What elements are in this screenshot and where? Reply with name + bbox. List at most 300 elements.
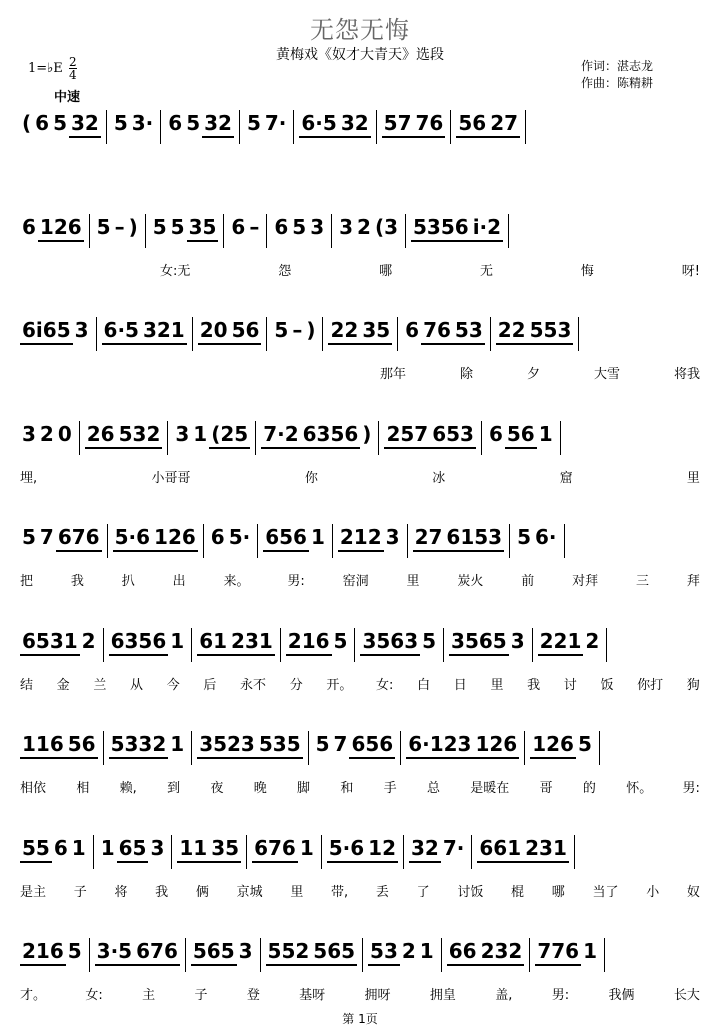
note-group: 216 bbox=[286, 628, 332, 656]
lyric-syllable: 夕 bbox=[526, 367, 540, 382]
note-group: 55 bbox=[20, 835, 52, 863]
barline bbox=[106, 110, 107, 144]
note-group: ) bbox=[306, 318, 316, 342]
barline bbox=[293, 110, 294, 144]
barline bbox=[246, 835, 247, 869]
lyric-syllable: 长大 bbox=[673, 988, 700, 1003]
note-group: 6356 bbox=[109, 628, 169, 656]
lyric-syllable: 哪 bbox=[551, 884, 565, 900]
note-group: 3 bbox=[22, 421, 36, 446]
barline bbox=[532, 628, 533, 662]
barline bbox=[331, 214, 332, 248]
barline bbox=[378, 421, 379, 455]
lyric-syllable: 你打 bbox=[637, 677, 664, 693]
note-group: 6 bbox=[488, 421, 503, 446]
note-group: 6 bbox=[168, 111, 183, 135]
note-group: 5 bbox=[422, 628, 437, 653]
note-group: 5·6 bbox=[113, 524, 152, 552]
key-text: 1=♭E bbox=[28, 61, 63, 76]
note-group: 656 bbox=[263, 524, 309, 552]
note-group: 5· bbox=[228, 525, 251, 549]
lyric-syllable: 怀。 bbox=[626, 781, 653, 796]
note-group: 3 bbox=[238, 939, 253, 963]
lyric-syllable: 哪 bbox=[379, 263, 393, 279]
note-group: 1 bbox=[538, 421, 553, 446]
note-group: 1 bbox=[583, 939, 597, 963]
lyricist: 作词：湛志龙 bbox=[581, 59, 654, 73]
note-group: 7·2 bbox=[261, 421, 300, 449]
barline bbox=[223, 214, 224, 248]
note-group: 3523 bbox=[197, 731, 257, 759]
time-top: 2 bbox=[68, 55, 77, 69]
lyric-syllable: 赖, bbox=[119, 781, 137, 796]
lyric-syllable: 小哥哥 bbox=[151, 470, 191, 486]
lyric-syllable: 脚 bbox=[297, 781, 311, 796]
barline bbox=[407, 524, 408, 558]
note-group: 221 bbox=[538, 628, 584, 656]
lyric-syllable: 兰 bbox=[93, 677, 107, 693]
note-group: 22 bbox=[496, 317, 528, 345]
barline bbox=[203, 524, 204, 558]
barline bbox=[397, 317, 398, 351]
note-group: 1 bbox=[299, 835, 314, 860]
lyric-syllable: 子 bbox=[73, 884, 87, 900]
note-group: 5 bbox=[577, 732, 592, 756]
note-group: 231 bbox=[229, 628, 275, 656]
barline bbox=[403, 835, 404, 869]
note-group: 7 bbox=[333, 732, 348, 756]
barline bbox=[376, 110, 377, 144]
barline bbox=[606, 628, 607, 662]
barline bbox=[525, 110, 526, 144]
barline bbox=[322, 317, 323, 351]
lyric-syllable: 子 bbox=[194, 988, 208, 1003]
note-group: 3 bbox=[175, 421, 190, 446]
note-group: 656 bbox=[349, 731, 395, 759]
lyric-syllable: 埋, bbox=[20, 470, 38, 486]
barline bbox=[443, 628, 444, 662]
lyric-syllable: 是主 bbox=[20, 884, 47, 900]
note-group: 61 bbox=[197, 628, 229, 656]
note-group: 231 bbox=[523, 835, 569, 863]
barline bbox=[145, 214, 146, 248]
note-group: 35 bbox=[187, 214, 219, 242]
notation-line bbox=[20, 524, 700, 558]
barline bbox=[103, 731, 104, 765]
barline bbox=[185, 938, 186, 972]
note-group: 65 bbox=[117, 835, 149, 863]
notation-line bbox=[20, 110, 700, 144]
song-subtitle: 黄梅戏《奴才大青天》选段 bbox=[276, 47, 444, 63]
note-group: 2 bbox=[39, 421, 54, 446]
note-group: 5356 bbox=[411, 214, 471, 242]
note-group: 321 bbox=[141, 317, 187, 345]
barline bbox=[564, 524, 565, 558]
note-group: 676 bbox=[56, 524, 102, 552]
barline bbox=[79, 421, 80, 455]
lyric-syllable: 夜 bbox=[210, 781, 224, 796]
note-group: 126 bbox=[473, 731, 519, 759]
notation-line bbox=[20, 731, 700, 765]
note-group: 0 bbox=[57, 421, 72, 446]
lyric-syllable: 拥呀 bbox=[364, 988, 391, 1003]
note-group: 653 bbox=[430, 421, 476, 449]
note-group: 676 bbox=[134, 938, 180, 966]
note-group: 5·6 bbox=[327, 835, 366, 863]
note-group: 5 bbox=[67, 939, 82, 963]
note-group: 5 bbox=[113, 111, 128, 135]
lyric-syllable: 分 bbox=[289, 677, 303, 693]
note-group: 76 bbox=[421, 317, 453, 345]
barline bbox=[96, 317, 97, 351]
barline bbox=[441, 938, 442, 972]
barline bbox=[191, 628, 192, 662]
note-group: 1 bbox=[100, 835, 115, 860]
lyric-syllable: 对拜 bbox=[572, 574, 599, 589]
barline bbox=[280, 628, 281, 662]
note-group: 27 bbox=[488, 110, 520, 138]
lyric-syllable: 把 bbox=[20, 574, 34, 589]
note-group: 26 bbox=[85, 421, 117, 449]
note-group: 6153 bbox=[444, 524, 504, 552]
note-group: ( bbox=[22, 111, 32, 135]
lyric-syllable: 是暖在 bbox=[470, 781, 510, 796]
time-signature bbox=[69, 56, 77, 81]
lyric-syllable: 今 bbox=[166, 677, 180, 693]
lyric-syllable: 来。 bbox=[223, 574, 250, 589]
note-group: 6·123 bbox=[406, 731, 473, 759]
note-group: 6356 bbox=[301, 421, 361, 449]
note-group: 3·5 bbox=[95, 938, 134, 966]
lyric-syllable: 狗 bbox=[686, 677, 700, 693]
note-group: 3563 bbox=[360, 628, 420, 656]
note-group: 6·5 bbox=[102, 317, 141, 345]
lyric-syllable: 里 bbox=[490, 677, 504, 693]
note-group: 116 bbox=[20, 731, 66, 759]
lyric-syllable: 扒 bbox=[121, 574, 135, 589]
barline bbox=[107, 524, 108, 558]
note-group: ) bbox=[362, 421, 372, 446]
note-group: 552 bbox=[266, 938, 312, 966]
lyric-syllable: 结 bbox=[20, 677, 34, 693]
note-group: 53 bbox=[368, 938, 400, 966]
note-group: 6 bbox=[274, 214, 289, 239]
lyric-syllable: 呀! bbox=[681, 263, 700, 279]
barline bbox=[354, 628, 355, 662]
note-group: ) bbox=[128, 214, 138, 239]
note-group: 1 bbox=[71, 835, 86, 860]
barline bbox=[578, 317, 579, 351]
note-group: 11 bbox=[177, 835, 209, 863]
lyric-syllable: 丢 bbox=[375, 884, 389, 900]
note-group: 56 bbox=[230, 317, 262, 345]
barline bbox=[471, 835, 472, 869]
lyric-syllable: 我 bbox=[70, 574, 84, 589]
note-group: 126 bbox=[530, 731, 576, 759]
note-group: 3 bbox=[150, 835, 165, 860]
note-group: 5 bbox=[22, 525, 36, 549]
key-signature bbox=[28, 56, 77, 81]
lyric-syllable: 哥 bbox=[539, 781, 553, 796]
lyric-syllable: 盖, bbox=[495, 988, 513, 1003]
notation-line bbox=[20, 835, 700, 869]
note-group: 32 bbox=[409, 835, 441, 863]
lyric-syllable: 将我 bbox=[673, 367, 700, 382]
barline bbox=[490, 317, 491, 351]
lyric-syllable: 窟 bbox=[559, 470, 573, 486]
note-group: 535 bbox=[257, 731, 303, 759]
barline bbox=[524, 731, 525, 765]
note-group: 7 bbox=[39, 525, 54, 549]
lyric-syllable: 男: bbox=[287, 574, 305, 589]
note-group: 5332 bbox=[109, 731, 169, 759]
note-group: 12 bbox=[366, 835, 398, 863]
barline bbox=[362, 938, 363, 972]
note-group: – bbox=[114, 214, 125, 239]
note-group: 5 bbox=[186, 111, 201, 135]
note-group: 32 bbox=[69, 110, 101, 138]
note-group: 5 bbox=[96, 214, 111, 239]
note-group: 553 bbox=[528, 317, 574, 345]
lyric-syllable: 大雪 bbox=[593, 367, 620, 382]
lyric-syllable: 冰 bbox=[432, 470, 446, 486]
lyric-syllable: 相依 bbox=[20, 781, 47, 796]
lyric-syllable: 的 bbox=[582, 781, 596, 796]
lyric-syllable: 后 bbox=[203, 677, 217, 693]
note-group: 257 bbox=[384, 421, 430, 449]
note-group: 5 bbox=[53, 111, 67, 135]
lyric-syllable: 男: bbox=[682, 781, 700, 796]
note-group: 126 bbox=[152, 524, 198, 552]
lyric-syllable: 悔 bbox=[580, 263, 594, 279]
lyric-syllable: 里 bbox=[290, 884, 304, 900]
lyric-syllable: 到 bbox=[167, 781, 181, 796]
note-group: 1 bbox=[310, 525, 325, 549]
note-group: 565 bbox=[311, 938, 357, 966]
lyric-syllable: 女: bbox=[376, 677, 394, 693]
note-group: 2 bbox=[81, 628, 96, 653]
lyric-syllable: 了 bbox=[416, 884, 430, 900]
barline bbox=[192, 317, 193, 351]
lyric-syllable: 我 bbox=[155, 884, 169, 900]
barline bbox=[560, 421, 561, 455]
notation-line bbox=[20, 938, 700, 972]
lyric-syllable: 讨 bbox=[563, 677, 577, 693]
lyric-syllable: 当了 bbox=[592, 884, 619, 900]
note-group: 3 bbox=[510, 628, 525, 653]
barline bbox=[103, 628, 104, 662]
note-group: 532 bbox=[117, 421, 163, 449]
barline bbox=[266, 317, 267, 351]
lyric-line bbox=[20, 260, 700, 280]
note-group: 5 bbox=[517, 525, 531, 549]
note-group: 53 bbox=[453, 317, 485, 345]
lyric-line bbox=[20, 467, 700, 487]
note-group: 776 bbox=[535, 938, 581, 966]
lyric-line bbox=[20, 674, 700, 694]
note-group: 5 bbox=[333, 628, 348, 653]
note-group: 6 bbox=[210, 525, 225, 549]
note-group: 3 bbox=[310, 214, 325, 239]
barline bbox=[308, 731, 309, 765]
lyric-syllable: 白 bbox=[417, 677, 431, 693]
note-group: 126 bbox=[38, 214, 84, 242]
barline bbox=[508, 214, 509, 248]
note-group: 216 bbox=[20, 938, 66, 966]
note-group: 212 bbox=[338, 524, 384, 552]
lyric-syllable: 我 bbox=[527, 677, 541, 693]
lyric-syllable: 炭火 bbox=[457, 574, 484, 589]
note-group: 5 bbox=[274, 318, 289, 342]
lyric-syllable: 出 bbox=[172, 574, 186, 589]
lyric-syllable: 登 bbox=[246, 988, 260, 1003]
barline bbox=[255, 421, 256, 455]
lyric-syllable: 永不 bbox=[240, 677, 267, 693]
barline bbox=[509, 524, 510, 558]
note-group: 3565 bbox=[449, 628, 509, 656]
lyric-syllable: 主 bbox=[142, 988, 156, 1003]
note-group: 56 bbox=[66, 731, 98, 759]
note-group: 66 bbox=[447, 938, 479, 966]
lyric-syllable: 里 bbox=[686, 470, 700, 486]
barline bbox=[160, 110, 161, 144]
barline bbox=[321, 835, 322, 869]
lyric-syllable: 棍 bbox=[511, 884, 525, 900]
lyric-syllable: 基呀 bbox=[299, 988, 326, 1003]
note-group: 1 bbox=[193, 421, 208, 446]
note-group: 2 bbox=[585, 628, 600, 653]
lyric-syllable: 三 bbox=[636, 574, 650, 589]
lyric-syllable: 饭 bbox=[600, 677, 614, 693]
barline bbox=[266, 214, 267, 248]
note-group: 3· bbox=[131, 111, 154, 135]
notation-line bbox=[20, 214, 700, 248]
lyric-syllable: 金 bbox=[56, 677, 70, 693]
note-group: 2 bbox=[401, 939, 416, 963]
lyric-syllable: 我俩 bbox=[608, 988, 635, 1003]
barline bbox=[405, 214, 406, 248]
note-group: 232 bbox=[479, 938, 525, 966]
lyric-syllable: 俩 bbox=[195, 884, 209, 900]
note-group: i·2 bbox=[471, 214, 503, 242]
note-group: (25 bbox=[209, 421, 250, 449]
lyric-syllable: 前 bbox=[521, 574, 535, 589]
note-group: 5 bbox=[152, 214, 167, 239]
note-group: 56 bbox=[505, 421, 537, 449]
note-group: 35 bbox=[360, 317, 392, 345]
song-title: 无怨无悔 bbox=[310, 16, 410, 44]
lyric-syllable: 晚 bbox=[253, 781, 267, 796]
note-group: 22 bbox=[328, 317, 360, 345]
note-group: 3 bbox=[74, 318, 89, 342]
lyric-syllable: 总 bbox=[426, 781, 440, 796]
note-group: – bbox=[292, 318, 303, 342]
note-group: 6 bbox=[405, 318, 420, 342]
barline bbox=[239, 110, 240, 144]
note-group: 7· bbox=[442, 835, 465, 860]
note-group: 5 bbox=[246, 111, 261, 135]
barline bbox=[257, 524, 258, 558]
barline bbox=[167, 421, 168, 455]
time-bottom: 4 bbox=[68, 68, 77, 82]
notation-line bbox=[20, 317, 700, 351]
note-group: 565 bbox=[191, 938, 237, 966]
lyric-syllable: 除 bbox=[459, 367, 473, 382]
barline bbox=[574, 835, 575, 869]
notation-line bbox=[20, 421, 700, 455]
barline bbox=[529, 938, 530, 972]
note-group: 5 bbox=[292, 214, 307, 239]
lyric-syllable: 和 bbox=[340, 781, 354, 796]
lyric-line bbox=[20, 777, 700, 797]
lyric-syllable: 女: bbox=[85, 988, 103, 1003]
note-group: 6531 bbox=[20, 628, 80, 656]
barline bbox=[599, 731, 600, 765]
lyric-line bbox=[20, 156, 700, 176]
lyric-syllable: 带, bbox=[331, 884, 349, 900]
lyric-syllable: 日 bbox=[453, 677, 467, 693]
lyric-syllable: 那年 bbox=[380, 367, 407, 382]
note-group: 676 bbox=[252, 835, 298, 863]
lyric-syllable: 怨 bbox=[278, 263, 292, 279]
lyric-syllable: 奴 bbox=[686, 884, 700, 900]
lyric-syllable: 窑洞 bbox=[342, 574, 369, 589]
note-group: 76 bbox=[414, 110, 446, 138]
note-group: 1 bbox=[170, 628, 185, 653]
lyric-syllable: 女:无 bbox=[160, 263, 191, 279]
note-group: 20 bbox=[198, 317, 230, 345]
barline bbox=[400, 731, 401, 765]
note-group: 6 bbox=[231, 214, 246, 239]
note-group: 32 bbox=[202, 110, 234, 138]
note-group: 6 bbox=[22, 214, 36, 239]
lyric-syllable: 将 bbox=[114, 884, 128, 900]
note-group: 6i65 bbox=[20, 317, 73, 345]
lyric-syllable: 相 bbox=[76, 781, 90, 796]
note-group: 5 bbox=[315, 732, 330, 756]
note-group: 1 bbox=[419, 939, 434, 963]
lyric-syllable: 才。 bbox=[20, 988, 47, 1003]
note-group: 3 bbox=[339, 214, 354, 239]
note-group: 7· bbox=[264, 111, 287, 135]
lyric-syllable: 京城 bbox=[236, 884, 263, 900]
note-group: 5 bbox=[170, 214, 185, 239]
composer: 作曲：陈精耕 bbox=[581, 76, 654, 90]
lyric-syllable: 开。 bbox=[326, 677, 353, 693]
lyric-syllable: 从 bbox=[130, 677, 144, 693]
lyric-line bbox=[20, 570, 700, 590]
lyric-syllable: 讨饭 bbox=[457, 884, 484, 900]
barline bbox=[93, 835, 94, 869]
note-group: – bbox=[249, 214, 260, 239]
lyric-syllable: 拜 bbox=[686, 574, 700, 589]
barline bbox=[481, 421, 482, 455]
note-group: 6 bbox=[35, 111, 50, 135]
note-group: 35 bbox=[209, 835, 241, 863]
note-group: 6·5 bbox=[299, 110, 338, 138]
barline bbox=[260, 938, 261, 972]
barline bbox=[89, 214, 90, 248]
lyric-syllable: 手 bbox=[383, 781, 397, 796]
note-group: 2 bbox=[357, 214, 371, 239]
lyric-syllable: 你 bbox=[304, 470, 318, 486]
note-group: 1 bbox=[170, 732, 185, 756]
note-group: 27 bbox=[413, 524, 445, 552]
lyric-syllable: 里 bbox=[406, 574, 420, 589]
lyric-syllable: 无 bbox=[480, 263, 494, 279]
note-group: 6 bbox=[53, 835, 68, 860]
barline bbox=[171, 835, 172, 869]
